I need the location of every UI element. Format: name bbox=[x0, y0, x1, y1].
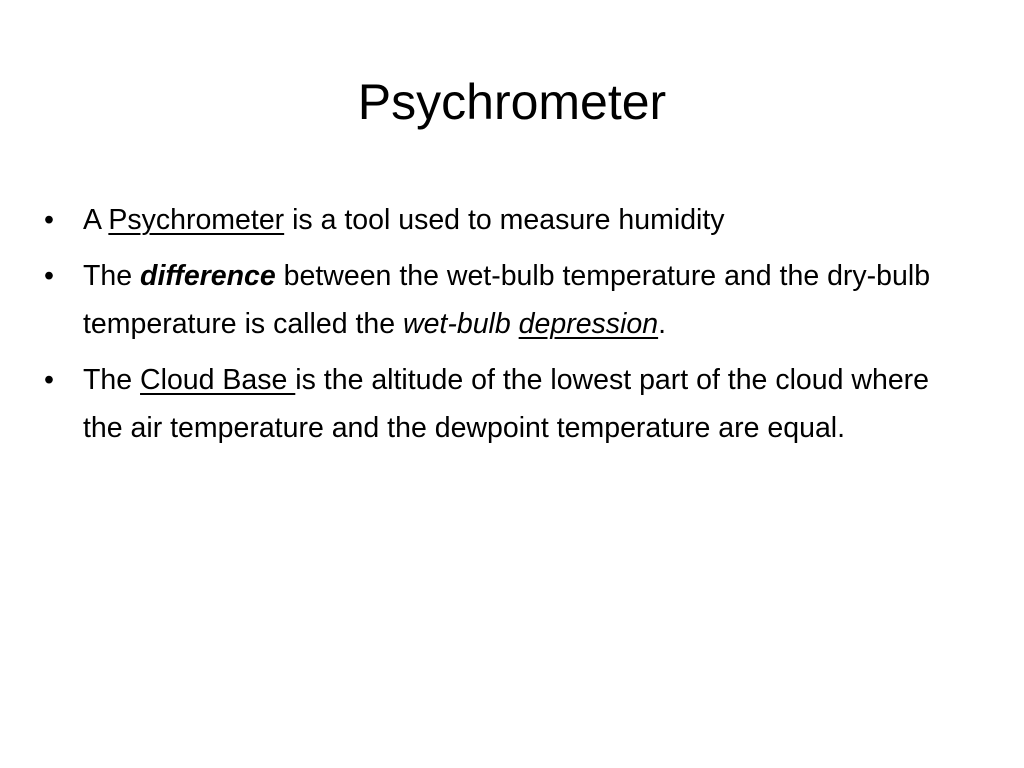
term-psychrometer: Psychrometer bbox=[108, 204, 285, 236]
term-wet-bulb: wet-bulb bbox=[403, 308, 519, 340]
bullet-list bbox=[44, 196, 944, 460]
bullet-text: between the wet-bulb temperature and the dry-bulb temperature is called the bbox=[83, 260, 931, 340]
bullet-dot-icon: • bbox=[44, 260, 54, 292]
bullet-item-wet-bulb-depression bbox=[44, 252, 944, 348]
bullet-dot-icon: • bbox=[44, 204, 54, 236]
bullet-text: is a tool used to measure humidity bbox=[284, 204, 725, 236]
bullet-text: The bbox=[83, 260, 141, 292]
bullet-text: A bbox=[83, 204, 109, 236]
bullet-text: is the altitude of the lowest part of the cloud where the air temperature and the dewpoint temperature are equal. bbox=[83, 364, 930, 444]
term-depression: depression bbox=[518, 308, 659, 340]
emphasis-difference: difference bbox=[140, 260, 276, 292]
bullet-text: . bbox=[658, 308, 667, 340]
term-cloud-base: Cloud Base bbox=[140, 364, 296, 396]
bullet-item-psychrometer bbox=[44, 196, 944, 244]
bullet-item-cloud-base bbox=[44, 356, 944, 452]
slide-title: Psychrometer bbox=[357, 74, 667, 130]
bullet-dot-icon: • bbox=[44, 364, 54, 396]
bullet-text: The bbox=[83, 364, 141, 396]
